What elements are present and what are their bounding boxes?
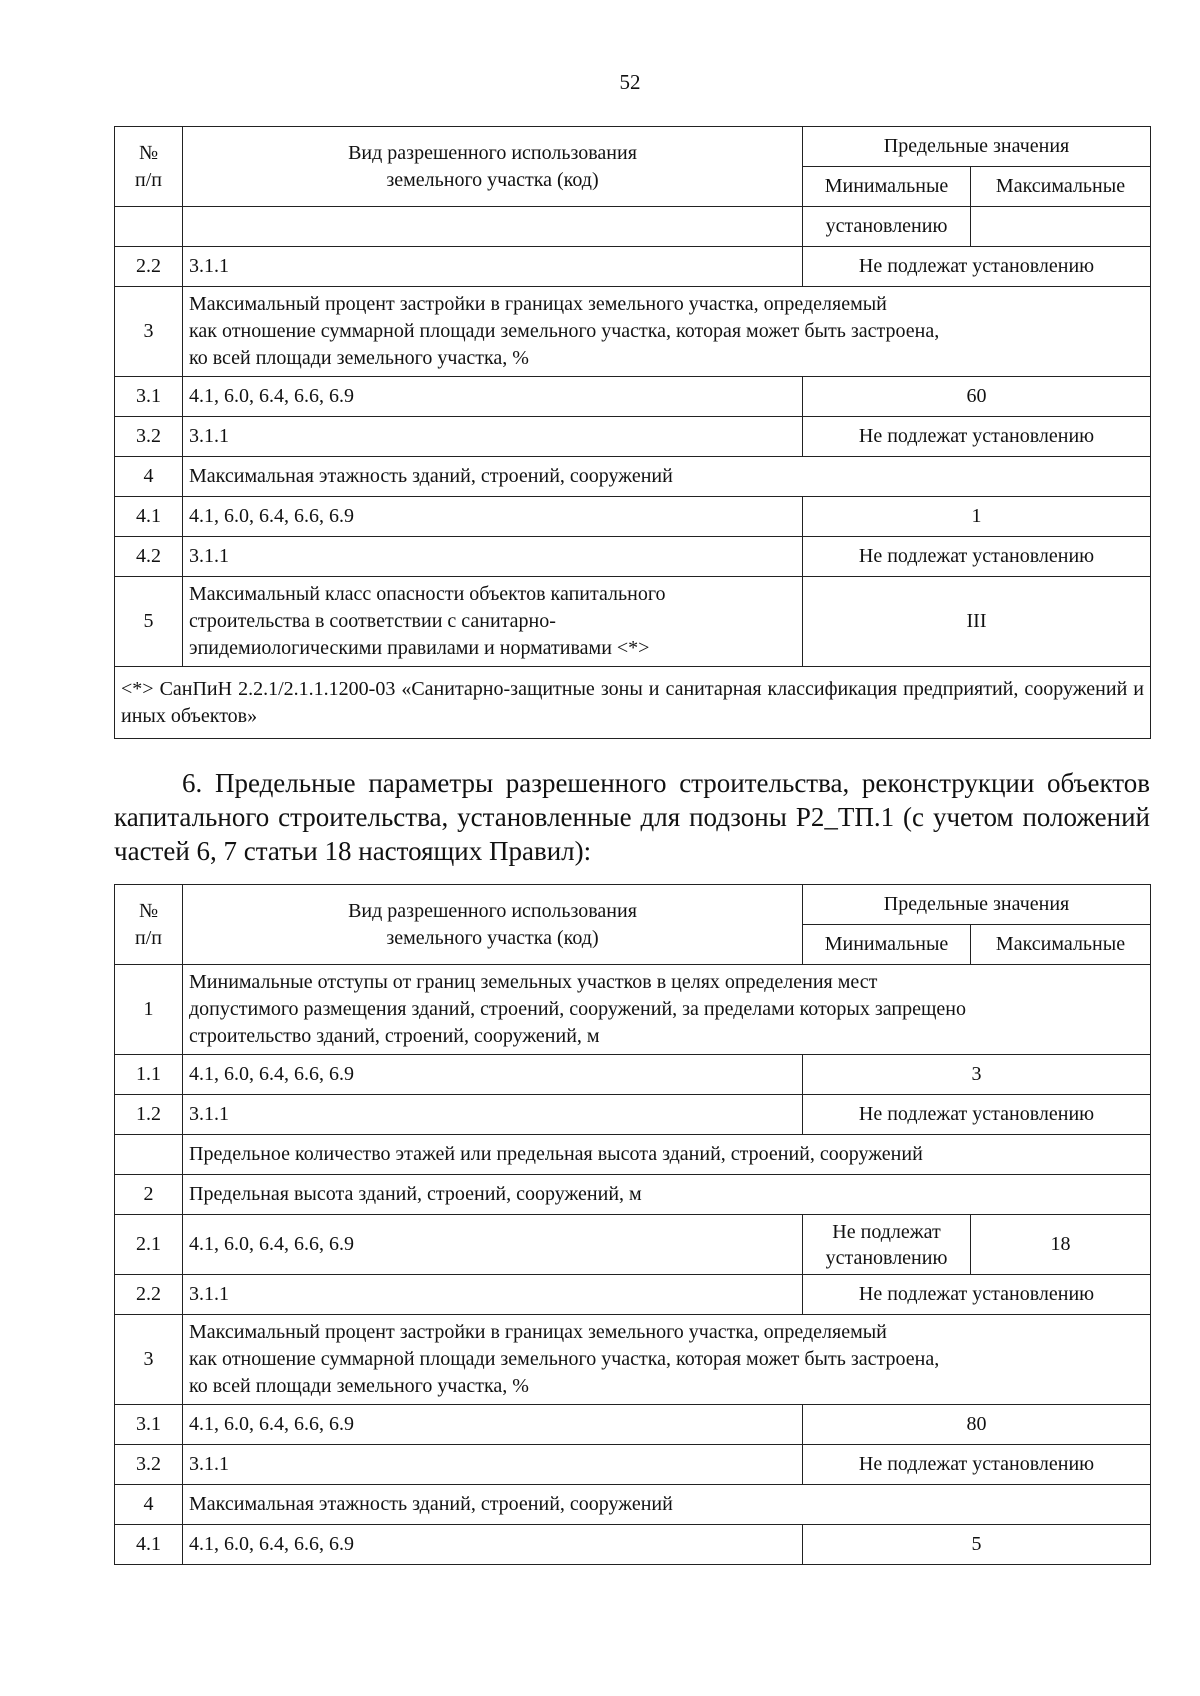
table-row [115,1215,1151,1275]
header-max: Максимальные [971,167,1151,207]
paragraph-text: 6. Предельные параметры разрешенного строительства, реконструкции объектов капитального строительства, установленные для подзоны Р2_ТП.1 (с учетом положений частей 6, 7 статьи 18 настоящих Правил): [114,768,1150,866]
row-number: 4.1 [115,497,183,537]
footnote: <*> СанПиН 2.2.1/2.1.1.1200-03 «Санитарно-защитные зоны и санитарная классификация предприятий, сооружений и иных объектов» [115,667,1151,739]
row-code: 4.1, 6.0, 6.4, 6.6, 6.9 [183,377,803,417]
table-row [115,965,1151,1055]
row-value: 60 [803,377,1151,417]
row-number: 3 [115,287,183,377]
row-value: III [803,577,1151,667]
table-row [115,497,1151,537]
cell-min: Не подлежат установлению [803,1215,971,1275]
row-section-title: Максимальный процент застройки в границах земельного участка, определяемый как отношение суммарной площади земельного участка, которая может быть застроена, ко всей площади земельного участка, % [183,287,1151,377]
table-row [115,1095,1151,1135]
table-row [115,1055,1151,1095]
table-row [115,287,1151,377]
table-row [115,207,1151,247]
table-row [115,537,1151,577]
header-type: Вид разрешенного использования земельного участка (код) [183,127,803,207]
header-limits: Предельные значения [803,127,1151,167]
row-number: 1.1 [115,1055,183,1095]
row-code: 4.1, 6.0, 6.4, 6.6, 6.9 [183,1215,803,1275]
row-number: 4.1 [115,1525,183,1565]
row-value: Не подлежат установлению [803,247,1151,287]
header-limits: Предельные значения [803,885,1151,925]
row-number: 2.2 [115,1275,183,1315]
table-row [115,577,1151,667]
limits-table-continued [114,126,1151,739]
row-section-title: Максимальная этажность зданий, строений, сооружений [183,457,1151,497]
table-row [115,1485,1151,1525]
row-value: 3 [803,1055,1151,1095]
table-row [115,377,1151,417]
row-number: 3.1 [115,377,183,417]
row-value: 1 [803,497,1151,537]
row-number: 2.1 [115,1215,183,1275]
table-row [115,1175,1151,1215]
section-paragraph [114,766,1150,868]
table-row [115,1315,1151,1405]
row-section-title: Максимальная этажность зданий, строений, сооружений [183,1485,1151,1525]
table-row [115,1445,1151,1485]
table-row [115,457,1151,497]
header-type: Вид разрешенного использования земельного участка (код) [183,885,803,965]
row-value: Не подлежат установлению [803,1095,1151,1135]
table-row [115,1275,1151,1315]
row-section-title: Предельная высота зданий, строений, сооружений, м [183,1175,1151,1215]
row-number: 4 [115,457,183,497]
row-number [115,1135,183,1175]
header-min: Минимальные [803,167,971,207]
row-number: 4 [115,1485,183,1525]
row-number: 1.2 [115,1095,183,1135]
row-code: 3.1.1 [183,247,803,287]
table-row [115,247,1151,287]
table-row [115,1525,1151,1565]
row-value: Не подлежат установлению [803,1445,1151,1485]
row-number: 3.1 [115,1405,183,1445]
header-min: Минимальные [803,925,971,965]
cell-min: установлению [803,207,971,247]
row-code: 3.1.1 [183,1275,803,1315]
row-number: 2 [115,1175,183,1215]
row-code: 3.1.1 [183,537,803,577]
row-value: 80 [803,1405,1151,1445]
row-number: 3 [115,1315,183,1405]
table-row [115,1135,1151,1175]
limits-table-subzone [114,884,1151,1565]
row-value: Не подлежат установлению [803,417,1151,457]
row-code: 4.1, 6.0, 6.4, 6.6, 6.9 [183,1525,803,1565]
row-code: 4.1, 6.0, 6.4, 6.6, 6.9 [183,1405,803,1445]
row-code: 4.1, 6.0, 6.4, 6.6, 6.9 [183,1055,803,1095]
row-number: 3.2 [115,417,183,457]
header-num: № п/п [115,127,183,207]
row-code: 3.1.1 [183,417,803,457]
row-value: 5 [803,1525,1151,1565]
row-number: 1 [115,965,183,1055]
row-section-title: Минимальные отступы от границ земельных участков в целях определения мест допустимого размещения зданий, строений, сооружений, за пределами которых запрещено строительство зданий, строений, сооружений, м [183,965,1151,1055]
row-value: Не подлежат установлению [803,1275,1151,1315]
row-value: Не подлежат установлению [803,537,1151,577]
table-footnote-row [115,667,1151,739]
row-number: 2.2 [115,247,183,287]
row-number: 4.2 [115,537,183,577]
row-section-title: Максимальный процент застройки в границах земельного участка, определяемый как отношение суммарной площади земельного участка, которая может быть застроена, ко всей площади земельного участка, % [183,1315,1151,1405]
row-description: Максимальный класс опасности объектов капитального строительства в соответствии с санитарно- эпидемиологическими правилами и нормативами <*> [183,577,803,667]
header-max: Максимальные [971,925,1151,965]
table-row [115,1405,1151,1445]
page-number: 52 [619,70,641,94]
header-num: № п/п [115,885,183,965]
row-number: 5 [115,577,183,667]
row-code: 3.1.1 [183,1445,803,1485]
table-row [115,417,1151,457]
row-code: 3.1.1 [183,1095,803,1135]
row-code: 4.1, 6.0, 6.4, 6.6, 6.9 [183,497,803,537]
row-section-title: Предельное количество этажей или предельная высота зданий, строений, сооружений [183,1135,1151,1175]
row-number: 3.2 [115,1445,183,1485]
cell-max: 18 [971,1215,1151,1275]
